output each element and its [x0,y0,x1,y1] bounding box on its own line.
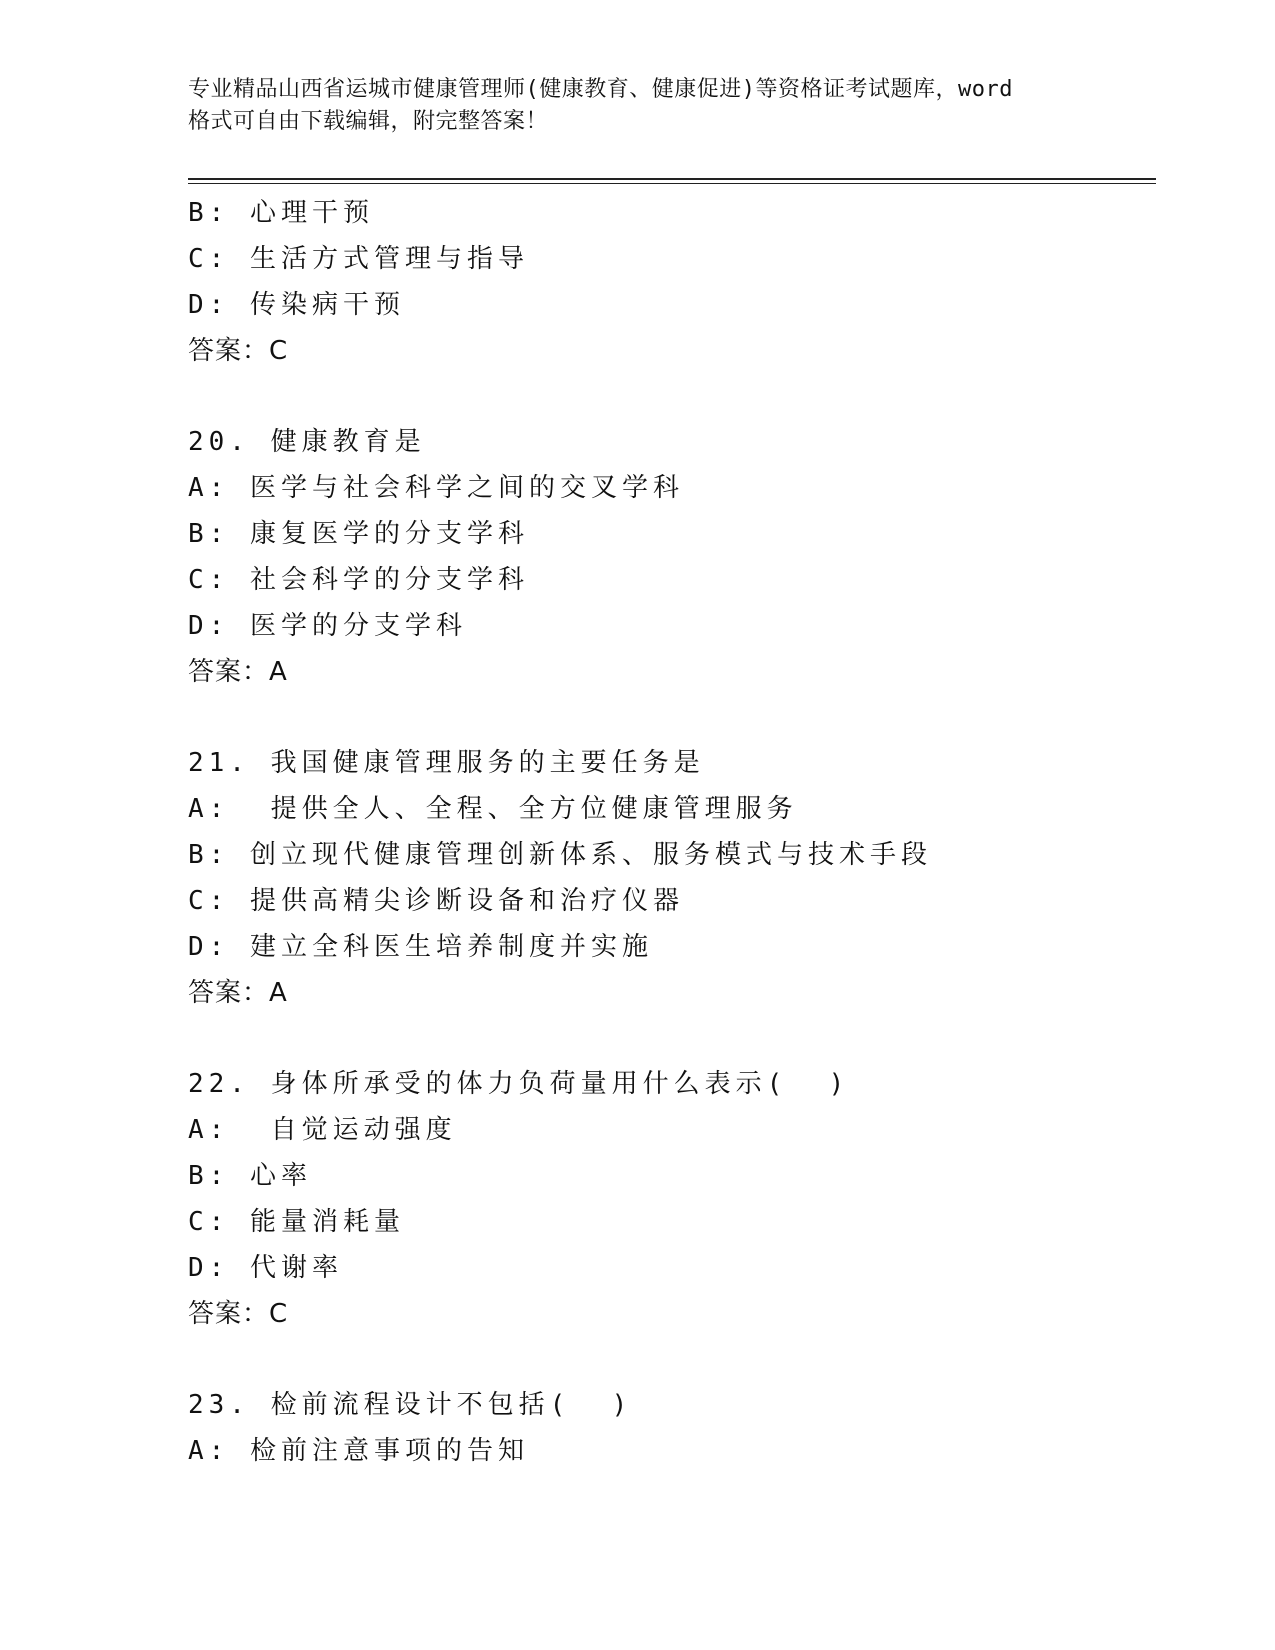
option-d: D: 医学的分支学科 [188,611,467,641]
question-title: 22. 身体所承受的体力负荷量用什么表示( ) [188,1069,850,1099]
question-list [188,190,1148,1474]
option-b: B: 心理干预 [188,198,374,228]
option-c: C: 提供高精尖诊断设备和治疗仪器 [188,886,684,916]
option-b: B: 康复医学的分支学科 [188,519,529,549]
answer: 答案：C [188,1299,289,1329]
header-rule-thick [188,178,1156,180]
option-a: A: 检前注意事项的告知 [188,1436,529,1466]
option-b: B: 心率 [188,1161,312,1191]
question-title: 21. 我国健康管理服务的主要任务是 [188,748,705,778]
answer: 答案：A [188,978,288,1008]
document-header [188,74,1088,138]
question-19-continued [188,190,1148,374]
option-a: A: 医学与社会科学之间的交叉学科 [188,473,684,503]
question-22 [188,1061,1148,1337]
header-rule-thin [188,183,1156,184]
option-a: A: 自觉运动强度 [188,1115,457,1145]
question-title: 23. 检前流程设计不包括( ) [188,1390,633,1420]
option-d: D: 建立全科医生培养制度并实施 [188,932,653,962]
question-title: 20. 健康教育是 [188,427,426,457]
answer: 答案：A [188,657,288,687]
option-c: C: 社会科学的分支学科 [188,565,529,595]
option-b: B: 创立现代健康管理创新体系、服务模式与技术手段 [188,840,932,870]
option-a: A: 提供全人、全程、全方位健康管理服务 [188,794,798,824]
header-line-1: 专业精品山西省运城市健康管理师(健康教育、健康促进)等资格证考试题库，word [188,77,1013,102]
option-c: C: 能量消耗量 [188,1207,405,1237]
option-d: D: 代谢率 [188,1253,343,1283]
header-line-2: 格式可自由下载编辑，附完整答案！ [188,109,549,134]
answer: 答案：C [188,336,289,366]
option-d: D: 传染病干预 [188,290,405,320]
option-c: C: 生活方式管理与指导 [188,244,529,274]
question-20 [188,419,1148,695]
question-21 [188,740,1148,1016]
question-23 [188,1382,1148,1474]
